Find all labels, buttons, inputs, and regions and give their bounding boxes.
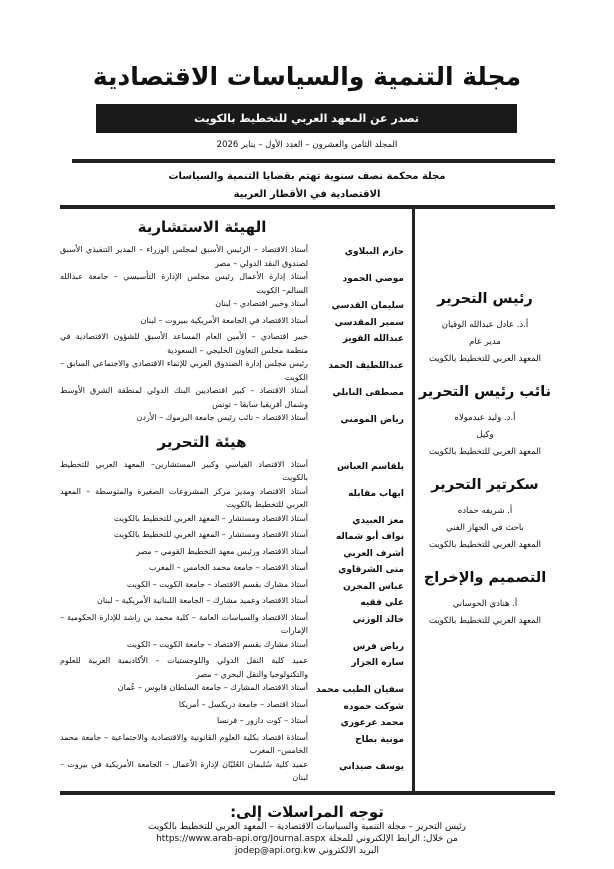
board-member — [60, 458, 404, 485]
member-title: أستاذ الاقتصاد والسياسات العامة – كلية محمد بن راشد للإدارة الحكومية – الإمارات — [60, 612, 308, 635]
staff-line: المعهد العربي للتخطيط بالكويت — [428, 616, 542, 626]
member-title: أستاذ – كوت دازور – فرنسا — [217, 716, 308, 725]
member-title: أستاذ الاقتصاد – نائب رئيس جامعة اليرموك – الأردن — [136, 413, 308, 422]
member-name: عباس المجرن — [342, 581, 404, 592]
member-name: علي فقيه — [360, 598, 404, 608]
member-name: أشرف العربي — [343, 548, 404, 559]
board-member — [60, 512, 404, 529]
member-name: معز العبيدي — [352, 515, 404, 526]
member-name: سليمان القدسي — [331, 301, 404, 311]
staff-block — [415, 289, 555, 368]
member-name: مونية بطاح — [355, 734, 404, 745]
staff-block — [415, 568, 555, 630]
description-line: الاقتصادية في الأقطار العربية — [233, 189, 381, 200]
member-title: أستاذ الاقتصاد – كبير اقتصاديين البنك الدولي لمنطقة الشرق الأوسط وشمال أفريقيا سابقا – تونس — [60, 386, 308, 409]
correspondence-address: رئيس التحرير – مجلة التنمية والسياسات الاقتصادية – المعهد العربي للتخطيط بالكويت — [148, 821, 466, 832]
member-title: خبير اقتصادي – الأمين العام المساعد الأسبق للشؤون الاقتصادية في منظمة مجلس التعاون الخليجي – السعودية — [60, 332, 308, 355]
member-name: بلقاسم العباس — [337, 461, 404, 472]
member-title: أستاذ الاقتصاد – الرئيس الأسبق لمجلس الوزراء – المدير التنفيذي الأسبق لصندوق النقد الدولي – مصر — [60, 245, 308, 268]
board-member — [60, 330, 404, 357]
member-name: يوسف صيداني — [339, 761, 404, 772]
member-name: نواف أبو شماله — [335, 532, 404, 542]
board-member — [60, 758, 404, 785]
staff-column — [412, 209, 555, 791]
editorial-board-list — [60, 458, 404, 785]
board-member — [60, 681, 404, 698]
email-address[interactable]: البريد الالكتروني jodep@api.org.kw — [234, 845, 380, 856]
board-member — [60, 270, 404, 297]
staff-line: أ.د. عادل عبدالله الوقيان — [441, 320, 529, 330]
journal-link[interactable]: من خلال: الرابط الإلكتروني للمجلة https://www.arab-api.org/Journal.aspx — [156, 833, 458, 844]
staff-line: باحث في الجهاز الفني — [446, 523, 524, 533]
staff-line: وكيل — [476, 430, 494, 440]
advisory-board-heading: الهيئة الاستشارية — [137, 218, 267, 236]
member-name: عبدالله القويز — [342, 334, 404, 344]
member-title: أستاذ اقتصاد – جامعة دريكسل – أمريكا — [178, 699, 308, 709]
member-title: عميد كلية سُليمان العُليّان لإدارة الأعمال – الجامعة الأمريكية في بيروت – لبنان — [60, 759, 308, 782]
member-name: ساره الجزار — [351, 658, 404, 668]
correspondence — [0, 795, 614, 857]
member-name: ايهاب مقابله — [348, 488, 404, 499]
staff-role-heading: سكرتير التحرير — [431, 477, 539, 493]
member-title: أستاذ الاقتصاد ومستشار – المعهد العربي للتخطيط بالكويت — [113, 513, 308, 523]
member-title: أستاذ مشارك بقسم الاقتصاد – جامعة الكويت – الكويت — [126, 639, 308, 649]
staff-line: مدير عام — [469, 337, 501, 347]
staff-line: المعهد العربي للتخطيط بالكويت — [428, 540, 542, 550]
staff-line: المعهد العربي للتخطيط بالكويت — [428, 447, 542, 457]
board-member — [60, 411, 404, 428]
member-name: مصطفى النابلي — [332, 388, 404, 398]
issue-info: المجلد الثامن والعشرون – العدد الأول – يناير 2026 — [216, 140, 398, 150]
member-title: أستاذة اقتصاد بكلية العلوم القانونية والاقتصادية والاجتماعية – جامعة محمد الخامس– المغرب — [60, 732, 308, 755]
member-name: حازم الببلاوي — [344, 247, 404, 257]
staff-line: المعهد العربي للتخطيط بالكويت — [428, 354, 542, 364]
advisory-board-list — [60, 243, 404, 428]
member-title: أستاذ الاقتصاد – جامعة محمد الخامس – المغرب — [148, 563, 308, 572]
staff-role-heading: رئيس التحرير — [437, 291, 533, 307]
member-title: أستاذ الاقتصاد القياسي وكبير المستشارين– المعهد العربي للتخطيط بالكويت — [60, 459, 308, 482]
staff-block — [415, 475, 555, 554]
board-member — [60, 654, 404, 681]
board-member — [60, 485, 404, 512]
board-member — [60, 528, 404, 545]
correspondence-heading: توجه المراسلات إلى: — [230, 802, 384, 821]
member-title: أستاذ الاقتصاد ورئيس معهد التخطيط القومي – مصر — [136, 546, 308, 556]
staff-line: أ.د. وليد عبدمولاه — [454, 413, 516, 423]
member-title: أستاذ وخبير اقتصادي – لبنان — [215, 299, 308, 308]
editorial-board-heading: هيئة التحرير — [157, 432, 247, 451]
body-area — [60, 205, 555, 867]
member-title: أستاذ الاقتصاد المشارك – جامعة السلطان قابوس – عُمان — [117, 683, 308, 692]
divider — [72, 159, 555, 163]
board-member — [60, 611, 404, 638]
publisher-banner: تصدر عن المعهد العربي للتخطيط بالكويت — [96, 104, 517, 133]
member-title: أستاذ الاقتصاد ومدير مركز المشروعات الصغيرة والمتوسطة – المعهد العربي للتخطيط بالكويت — [60, 486, 308, 509]
member-name: محمد عرعوري — [340, 718, 404, 728]
member-title: أستاذ الاقتصاد وعميد مشارك – الجامعة اللبنانية الأمريكية – لبنان — [97, 596, 308, 605]
board-member — [60, 243, 404, 270]
board-member — [60, 638, 404, 655]
board-member — [60, 545, 404, 562]
member-name: موضي الحمود — [342, 274, 404, 284]
member-name: عبداللطيف الحمد — [328, 361, 404, 371]
boards-column — [60, 209, 412, 791]
member-title: رئيس مجلس إدارة الصندوق العربي للإنماء الاقتصادي والاجتماعي السابق – الكويت — [60, 359, 308, 382]
board-member — [60, 561, 404, 578]
board-member — [60, 297, 404, 314]
board-member — [60, 314, 404, 331]
board-member — [60, 698, 404, 715]
description-line: مجلة محكمة نصف سنوية تهتم بقضايا التنمية والسياسات — [168, 171, 446, 182]
member-name: رياض فرس — [352, 641, 404, 652]
columns — [60, 205, 555, 791]
member-name: سفيان الطيب محمد — [315, 685, 404, 695]
member-name: رياض المومني — [340, 415, 404, 425]
board-member — [60, 384, 404, 411]
journal-title: مجلة التنمية والسياسات الاقتصادية — [92, 62, 522, 91]
board-member — [60, 714, 404, 731]
member-title: أستاذ مشارك بقسم الاقتصاد – جامعة الكويت – الكويت — [126, 579, 308, 589]
staff-role-heading: التصميم والإخراج — [423, 570, 547, 586]
staff-role-heading: نائب رئيس التحرير — [418, 384, 552, 400]
staff-line: أ. هنادي الحوساني — [452, 599, 518, 609]
member-title: عميد كلية النقل الدولي واللوجستيات – الأكاديمية العربية للعلوم والتكنولوجيا والنقل البحري – مصر — [60, 656, 308, 679]
staff-line: أ. شريفه حماده — [457, 506, 513, 516]
member-title: أستاذ الاقتصاد ومستشار – المعهد العربي للتخطيط بالكويت — [113, 530, 308, 539]
board-member — [60, 594, 404, 611]
member-name: شوكت حموده — [343, 701, 404, 712]
journal-description — [0, 168, 614, 204]
board-member — [60, 578, 404, 595]
member-title: أستاذ الاقتصاد في الجامعة الأمريكية ببيروت – لبنان — [140, 315, 308, 325]
member-name: سمير المقدسي — [334, 317, 404, 328]
member-name: منى الشرقاوي — [338, 565, 404, 575]
member-name: خالد الوزني — [352, 614, 404, 625]
board-member — [60, 731, 404, 758]
staff-block — [415, 382, 555, 461]
board-member — [60, 357, 404, 384]
member-title: أستاذ إدارة الأعمال رئيس مجلس الإدارة التأسيسي – جامعة عبدالله السالم– الكويت — [60, 272, 308, 295]
